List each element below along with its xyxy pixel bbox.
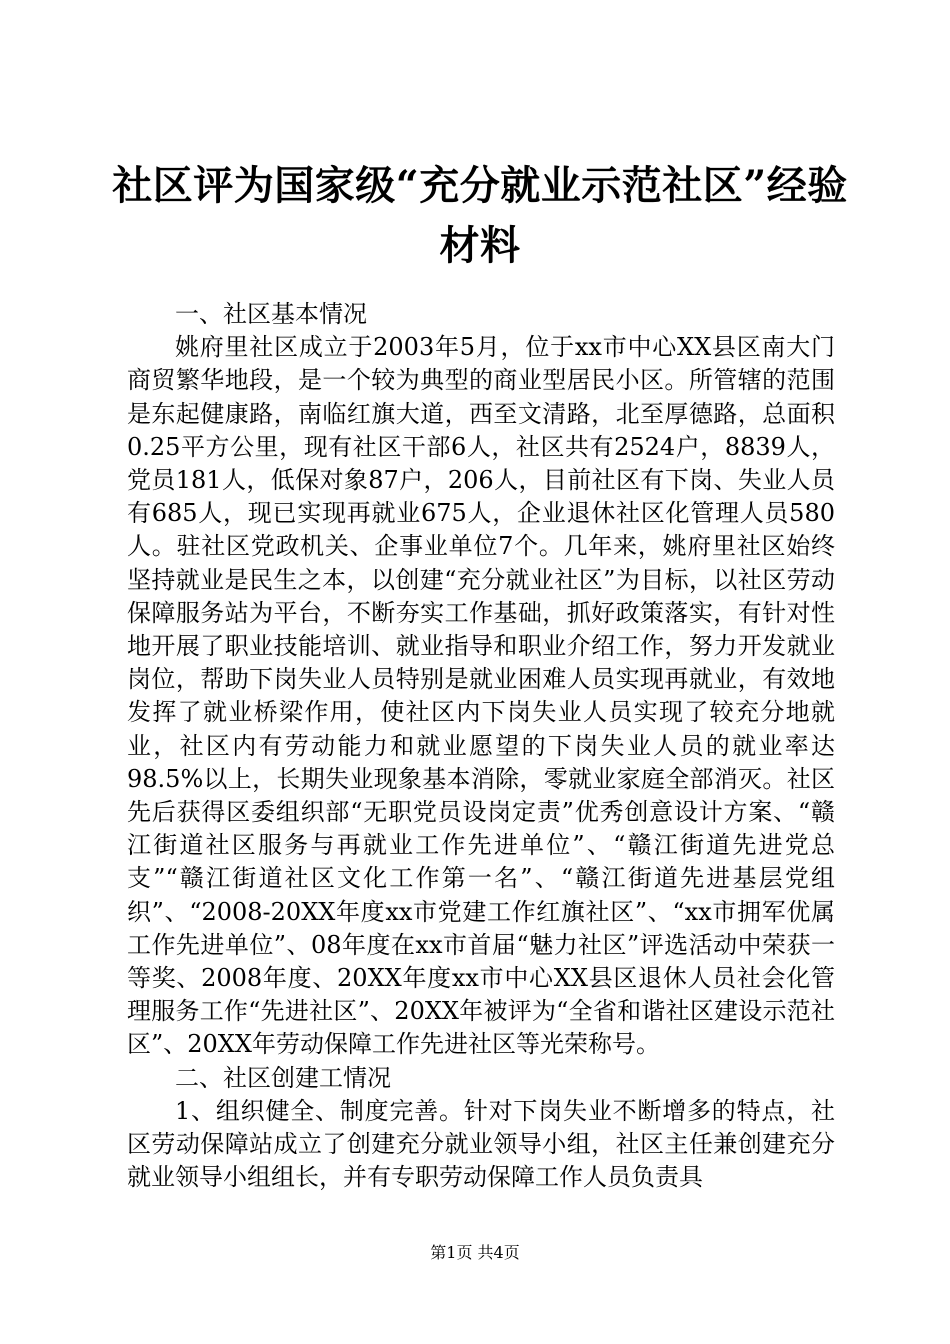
body-paragraph-1: 姚府里社区成立于2003年5月，位于xx市中心XX县区南大门商贸繁华地段，是一个较为典型的商业型居民小区。所管辖的范围是东起健康路，南临红旗大道，西至文清路，北至厚德路，总面积0.25平方公里，现有社区干部6人，社区共有2524户，8839人，党员181人，低保对象87户，206人，目前社区有下岗、失业人员有685人，现已实现再就业675人，企业退休社区化管理人员580人。驻社区党政机关、企事业单位7个。几年来，姚府里社区始终坚持就业是民生之本，以创建“充分就业社区”为目标，以社区劳动保障服务站为平台，不断夯实工作基础，抓好政策落实，有针对性地开展了职业技能培训、就业指导和职业介绍工作，努力开发就业岗位，帮助下岗失业人员特别是就业困难人员实现再就业，有效地发挥了就业桥梁作用，使社区内下岗失业人员实现了较充分地就业，社区内有劳动能力和就业愿望的下岗失业人员的就业率达98.5%以上，长期失业现象基本消除，零就业家庭全部消灭。社区先后获得区委组织部“无职党员设岗定责”优秀创意设计方案、“赣江街道社区服务与再就业工作先进单位”、“赣江街道先进党总支”“赣江街道社区文化工作第一名”、“赣江街道先进基层党组织”、“2008-20XX年度xx市党建工作红旗社区”、“xx市拥军优属工作先进单位”、08年度在xx市首届“魅力社区”评选活动中荣获一等奖、2008年度、20XX年度xx市中心XX县区退休人员社会化管理服务工作“先进社区”、20XX年被评为“全省和谐社区建设示范社区”、20XX年劳动保障工作先进社区等光荣称号。 [127, 333, 835, 1059]
page-footer: 第1页 共4页 [430, 1243, 520, 1262]
document-title: 社区评为国家级“充分就业示范社区”经验材料 [112, 162, 848, 269]
section-heading-2: 二、社区创建工情况 [175, 1063, 391, 1092]
section-heading-1: 一、社区基本情况 [175, 300, 367, 328]
body-paragraph-2: 1、组织健全、制度完善。针对下岗失业不断增多的特点，社区劳动保障站成立了创建充分就业领导小组，社区主任兼创建充分就业领导小组组长，并有专职劳动保障工作人员负责具 [127, 1096, 835, 1192]
document-body [127, 298, 835, 1194]
